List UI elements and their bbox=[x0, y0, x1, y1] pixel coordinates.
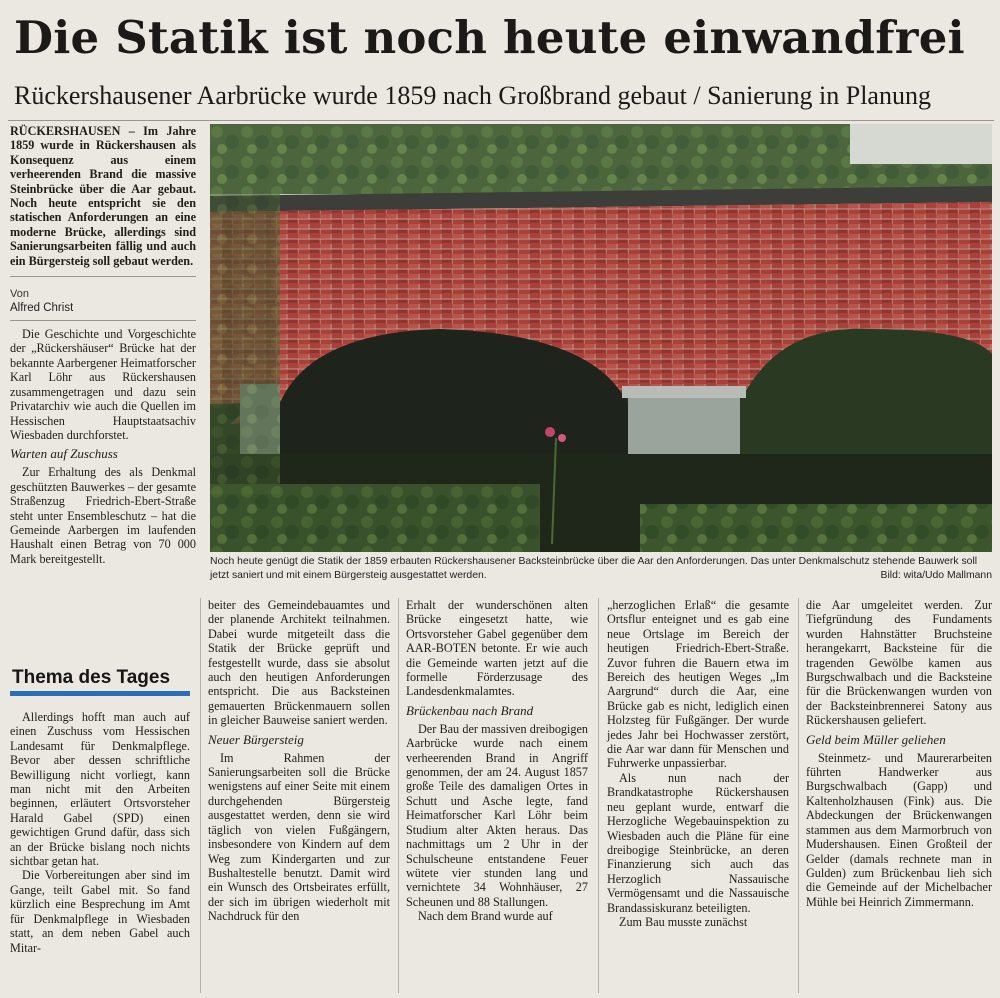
photo-credit: Bild: wita/Udo Mallmann bbox=[880, 570, 992, 581]
section-heading-zuschuss: Warten auf Zuschuss bbox=[10, 446, 118, 462]
column-1 bbox=[10, 124, 196, 566]
column-5 bbox=[806, 598, 992, 909]
section1-paragraph: Zur Erhaltung des als Denkmal geschützten Bauwerkes – der gesamte Straßenzug Friedrich-Ebert-Straße steht unter Ensembleschutz – hat die Gemeinde Aarbergen im laufenden Haushalt einen Betrag von 70 000 Mark bereitgestellt. bbox=[10, 465, 196, 566]
section-heading-buergersteig: Neuer Bürgersteig bbox=[208, 731, 304, 747]
column-2 bbox=[208, 598, 390, 924]
column-3 bbox=[406, 598, 588, 924]
section-heading-brueckenbau: Brückenbau nach Brand bbox=[406, 702, 534, 718]
col4-paragraph-1: „herzoglichen Erlaß“ die gesamte Ortsflur enteignet und es gab eine neue Ortslage im Bereich der heutigen Friedrich-Ebert-Straße. Zuvor fuhren die Bauern etwa im Bereich des heutigen Weges „Im Aargrund“ durch die Aar, eine Brücke gab es nicht, lediglich einen Holzsteg für Fußgänger. Der wurde jedes Jahr bei Hochwasser zerstört, die Aar war dann für Menschen und Fuhrwerke unpassierbar. bbox=[607, 598, 789, 771]
photo-caption bbox=[210, 555, 992, 583]
col4-paragraph-2: Als nun nach der Brandkatastrophe Rückershausen neu geplant wurde, entwarf die Herzogliche Wegebauinspektion zu Wiesbaden auch die Pläne für eine dreibogige Steinbrücke, an deren Finanzierung sich auch das Herzoglich Nassauische Vermögensamt und die Nassauische Brandassiskuranz beteiligten. bbox=[607, 770, 789, 915]
column-divider bbox=[398, 598, 399, 993]
lead-rule bbox=[10, 276, 196, 277]
column-divider bbox=[598, 598, 599, 993]
col3-paragraph-2: Der Bau der massiven dreibogigen Aarbrücke wurde nach einem verheerenden Brand in Angriff genommen, der am 24. August 1857 große Teile des damaligen Ortes in Schutt und Asche legte, fand Heimatforscher Karl Löhr beim Studium alter Akten heraus. Das nachmittags um 2 Uhr in der Schulscheune entstandene Feuer wütete vier stunden lang und vernichtete 34 Wohnhäuser, 27 Scheunen und 88 Stallungen. bbox=[406, 721, 588, 909]
column-divider bbox=[200, 598, 201, 993]
thema-des-tages-box bbox=[10, 666, 190, 696]
col4-paragraph-3: Zum Bau musste zunächst bbox=[619, 914, 748, 929]
article-subheadline: Rückershausener Aarbrücke wurde 1859 nach Großbrand gebaut / Sanierung in Planung bbox=[14, 81, 931, 110]
col3-paragraph-1: Erhalt der wunderschönen alten Brücke eingesetzt hatte, wie Ortsvorsteher Gabel gegenüber dem AAR-BOTEN betonte. Er wie auch die Gemeinde warten jetzt auf die formelle Förderzusage des Landesdenkmalamtes. bbox=[406, 598, 588, 699]
photo-caption-text: Noch heute genügt die Statik der 1859 erbauten Rückershausener Backsteinbrücke über die Aar den Anforderungen. Das unter Denkmalschutz stehende Bauwerk soll jetzt saniert und mit einem Bürgersteig ausgestattet werden. bbox=[210, 556, 978, 581]
col1-paragraph-2: Allerdings hofft man auch auf einen Zuschuss vom Hessischen Landesamt für Denkmalpflege. Bevor aber dessen schriftliche Bewilligung nicht vorliegt, kann man nicht mit den Arbeiten beginnen, erläutert Ortsvorsteher Harald Gabel (SPD) einen gewichtigen Grund dafür, dass sich an der Brücke bislang noch nichts sichtbar getan hat. bbox=[10, 710, 190, 869]
author-name: Alfred Christ bbox=[10, 302, 74, 315]
lead-paragraph bbox=[10, 124, 196, 268]
intro-paragraph: Die Geschichte und Vorgeschichte der „Rückershäuser“ Brücke hat der bekannte Aarbergener Heimatforscher Karl Löhr aus Rückershausen zusammengetragen und dazu sein Privatarchiv wie auch die Quellen im Hessischen Hauptstaatsachiv Wiesbaden durchforstet. bbox=[10, 327, 196, 442]
lead-text: – Im Jahre 1859 wurde in Rückershausen als Konsequenz aus einem verheerenden Brand die massive Steinbrücke über die Aar gebaut. Noch heute entspricht sie den statischen Anforderungen an eine moderne Brücke, allerdings sind Sanierungsarbeiten fällig und auch ein Bürgersteig soll gebaut werden. bbox=[10, 124, 196, 268]
author-rule bbox=[10, 320, 196, 321]
col1-paragraph-3: Die Vorbereitungen aber sind im Gange, teilt Gabel mit. So fand kürzlich eine Besprechung im Amt für Denkmalpflege in Wiesbaden statt, an dem neben Gabel auch Mitar- bbox=[10, 868, 190, 955]
column-4 bbox=[607, 598, 789, 929]
col2-paragraph-2: Im Rahmen der Sanierungsarbeiten soll die Brücke wenigstens auf einer Seite mit einem durchgehenden Bürgersteig ausgestattet werden, denn sie wird täglich von vielen Fußgängern, insbesondere von Kindern auf dem Weg zum Kindergarten und zur Bushaltestelle benutzt. Damit wird ein Wunsch des Ortsbeirates erfüllt, der sich im übrigen wiederholt mit Nachdruck für den bbox=[208, 750, 390, 924]
bridge-photo bbox=[210, 124, 992, 552]
author-by: Von bbox=[10, 288, 29, 301]
col5-paragraph-1: die Aar umgeleitet werden. Zur Tiefgründung des Fundaments wurden Hahnstätter Bruchsteine herangekarrt, Backsteine für die tragenden Gewölbe kamen aus Burgschwalbach und die Backsteine für die Brückenwangen wurden von der Backsteinbrennerei Satony aus Rückershausen geliefert. bbox=[806, 598, 992, 728]
article-headline: Die Statik ist noch heute einwandfrei bbox=[14, 11, 965, 64]
section-heading-geld: Geld beim Müller geliehen bbox=[806, 731, 946, 747]
col3-paragraph-3: Nach dem Brand wurde auf bbox=[418, 909, 553, 924]
thema-bar bbox=[10, 691, 190, 696]
thema-label: Thema des Tages bbox=[12, 667, 171, 688]
column-divider bbox=[798, 598, 799, 993]
column-1-lower bbox=[10, 710, 190, 955]
bridge-illustration bbox=[210, 124, 992, 552]
dateline-place: RÜCKERSHAUSEN bbox=[10, 124, 121, 138]
col5-paragraph-2: Steinmetz- und Maurerarbeiten führten Handwerker aus Burgschwalbach (Gapp) und Kaltenholzhausen (Fink) aus. Die Abdeckungen der Brückenwangen stammen aus dem Marmorbruch von Mudershausen. Einen Großteil der Gelder (damals rechnete man in Gulden) zum Brückenbau lieh sich die Gemeinde auf der Michelbacher Mühle bei Heinrich Zimmermann. bbox=[806, 750, 992, 909]
header-rule bbox=[8, 120, 994, 121]
col2-paragraph-1: beiter des Gemeindebauamtes und der planende Architekt teilnahmen. Dabei wurde mitgeteilt dass die Statik der Brücke geprüft und festgestellt wurde, dass sie absolut auch den heutigen Anforderungen entspricht. Die aus Backsteinen gemauerten Brückenmauern sollen in gleicher Bauweise saniert werden. bbox=[208, 598, 390, 728]
